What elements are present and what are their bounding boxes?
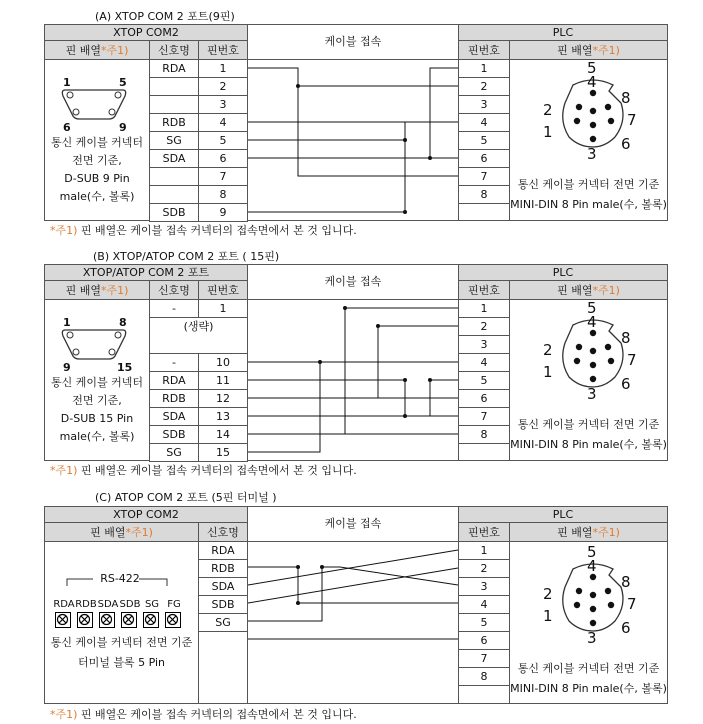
section-a-col-pinno-label: 핀번호 — [207, 44, 239, 57]
dsub9-label-1: 1 — [63, 76, 71, 89]
section-c-right-caption-1: 통신 케이블 커넥터 전면 기준 — [517, 662, 660, 675]
plc-pin-c-1-cell — [458, 541, 510, 560]
mini-din-8-icon-a — [535, 59, 645, 163]
plc-pin-c-6: 6 — [480, 633, 488, 647]
plc-pin-c-1: 1 — [480, 543, 488, 557]
plc-pin-b-6: 6 — [480, 391, 488, 405]
section-c-note-mark: *주1) — [125, 526, 153, 539]
mini-din-pin-label-4: 4 — [587, 313, 597, 331]
section-c-left-caption-1: 통신 케이블 커넥터 전면 기준 — [50, 636, 193, 649]
mini-din-pin-label-3: 3 — [587, 629, 597, 647]
terminal-label-sdb: SDB — [119, 599, 141, 610]
section-a-right-header: PLC — [552, 26, 574, 39]
pin-a-4: 4 — [219, 115, 227, 129]
rs422-label: RS-422 — [100, 572, 140, 585]
terminal-label-sg: SG — [144, 599, 160, 610]
plc-pin-c-7-cell — [458, 649, 510, 668]
pin-a-6: 6 — [219, 151, 227, 165]
section-c-plc-note-mark: *주1) — [592, 526, 620, 539]
section-a-left-header: XTOP COM2 — [113, 26, 179, 39]
pin-b-6: 14 — [216, 427, 230, 441]
mini-din-pin-label-7: 7 — [627, 111, 637, 129]
section-a-col-pinlayout-label: 핀 배열 — [65, 44, 101, 57]
section-a-left-caption-3: D-SUB 9 Pin — [64, 172, 130, 185]
section-a-title: (A) XTOP COM 2 포트(9핀) — [95, 10, 235, 23]
plc-pin-b-8: 8 — [480, 427, 488, 441]
mini-din-pin-label-1: 1 — [543, 363, 553, 381]
plc-pin-c-3: 3 — [480, 579, 488, 593]
terminal-label-rdb: RDB — [75, 599, 97, 610]
mini-din-pin-label-1: 1 — [543, 607, 553, 625]
plc-pin-b-1: 1 — [480, 301, 488, 315]
section-b-right-caption-2: MINI-DIN 8 Pin male(수, 볼록) — [510, 438, 667, 451]
signal-c-5: SG — [215, 615, 231, 629]
plc-pin-b-5: 5 — [480, 373, 488, 387]
plc-pin-c-4-cell — [458, 595, 510, 614]
mini-din-8-icon-b — [535, 299, 645, 403]
dsub9-label-5: 5 — [119, 76, 127, 89]
section-a-left-caption-1: 통신 케이블 커넥터 — [50, 136, 143, 149]
signal-c-2: RDB — [211, 561, 235, 575]
plc-pin-c-4: 4 — [480, 597, 488, 611]
plc-pin-b-3: 3 — [480, 337, 488, 351]
plc-pin-b-2: 2 — [480, 319, 488, 333]
section-c-plc-col-pinno-label: 핀번호 — [468, 526, 500, 539]
section-c-plc-col-pinlayout-label: 핀 배열 — [557, 526, 593, 539]
plc-pin-c-5-cell — [458, 613, 510, 632]
dsub9-label-9: 9 — [119, 121, 127, 134]
signal-a-9: SDB — [162, 205, 186, 219]
mini-din-pin-label-2: 2 — [543, 585, 553, 603]
section-b-left-caption-4: male(수, 볼록) — [59, 430, 135, 443]
section-b-right-header: PLC — [552, 266, 574, 279]
plc-pin-b-4: 4 — [480, 355, 488, 369]
signal-c-1: RDA — [211, 543, 235, 557]
section-b-footnote: *주1) 핀 배열은 케이블 접속 커넥터의 접속면에서 본 것 입니다. — [50, 464, 357, 477]
mini-din-pin-label-7: 7 — [627, 595, 637, 613]
plc-pin-c-5: 5 — [480, 615, 488, 629]
signal-b-7: SG — [166, 445, 182, 459]
signal-b-2: - — [172, 355, 176, 369]
mini-din-pin-label-3: 3 — [587, 145, 597, 163]
plc-pin-b-7: 7 — [480, 409, 488, 423]
section-a-note-mark: *주1) — [100, 44, 129, 57]
plc-pin-a-1: 1 — [480, 61, 488, 75]
plc-pin-c-2-cell — [458, 559, 510, 578]
section-c-right-caption-2: MINI-DIN 8 Pin male(수, 볼록) — [510, 682, 667, 695]
section-a-left-caption-2: 전면 기준, — [72, 154, 122, 167]
terminal-label-rda: RDA — [53, 599, 75, 610]
section-c-left-caption-2: 터미널 블록 5 Pin — [77, 656, 166, 669]
section-b-note-mark: *주1) — [100, 284, 129, 297]
dsub15-label-8: 8 — [119, 316, 127, 329]
plc-pin-c-3-cell — [458, 577, 510, 596]
pin-a-8: 8 — [219, 187, 227, 201]
section-b-title: (B) XTOP/ATOP COM 2 포트 ( 15핀) — [93, 250, 280, 263]
signal-b-3: RDA — [162, 373, 186, 387]
mini-din-pin-label-8: 8 — [621, 89, 631, 107]
plc-pin-c-6-cell — [458, 631, 510, 650]
dsub15-label-9: 9 — [63, 361, 71, 374]
section-b-mid-header: 케이블 접속 — [324, 275, 382, 288]
signal-a-5: SG — [166, 133, 182, 147]
pin-a-2: 2 — [219, 79, 227, 93]
signal-c-4: SDB — [211, 597, 235, 611]
section-b-plc-col-pinno-label: 핀번호 — [468, 284, 500, 297]
section-b-col-signal-label: 신호명 — [158, 284, 190, 297]
section-c-right-header: PLC — [552, 508, 574, 521]
signal-b-6: SDB — [162, 427, 186, 441]
signal-a-4: RDB — [162, 115, 186, 129]
pin-a-5: 5 — [219, 133, 227, 147]
section-b-plc-col-pinlayout-label: 핀 배열 — [557, 284, 593, 297]
plc-pin-c-7: 7 — [480, 651, 488, 665]
mini-din-pin-label-1: 1 — [543, 123, 553, 141]
plc-pin-a-4: 4 — [480, 115, 488, 129]
plc-pin-c-2: 2 — [480, 561, 488, 575]
terminal-label-sda: SDA — [97, 599, 119, 610]
section-a-footnote: *주1) 핀 배열은 케이블 접속 커넥터의 접속면에서 본 것 입니다. — [50, 224, 357, 237]
plc-c-filler — [458, 685, 510, 704]
mini-din-pin-label-5: 5 — [587, 299, 597, 317]
section-b-left-caption-3: D-SUB 15 Pin — [60, 412, 134, 425]
pin-b-1: 1 — [219, 302, 227, 315]
section-c-left-header: XTOP COM2 — [113, 508, 179, 521]
section-a-col-signal-label: 신호명 — [158, 44, 190, 57]
plc-pin-a-7: 7 — [480, 169, 488, 183]
section-a-mid-header: 케이블 접속 — [324, 35, 382, 48]
section-a-right-caption-1: 통신 케이블 커넥터 전면 기준 — [517, 178, 660, 191]
pin-a-9: 9 — [219, 205, 227, 219]
mini-din-pin-label-6: 6 — [621, 375, 631, 393]
section-b-left-caption-1: 통신 케이블 커넥터 — [50, 376, 143, 389]
pin-b-2: 10 — [216, 355, 230, 369]
plc-pin-a-3: 3 — [480, 97, 488, 111]
plc-pin-a-6: 6 — [480, 151, 488, 165]
section-a-plc-note-mark: *주1) — [592, 44, 620, 57]
plc-pin-a-5: 5 — [480, 133, 488, 147]
pin-b-4: 12 — [216, 391, 230, 405]
mini-din-pin-label-3: 3 — [587, 385, 597, 403]
section-c-col-signal-label: 신호명 — [207, 526, 239, 539]
signal-c-3: SDA — [211, 579, 235, 593]
section-b-col-pinlayout-label: 핀 배열 — [65, 284, 101, 297]
mini-din-pin-label-2: 2 — [543, 341, 553, 359]
dsub15-label-15: 15 — [117, 361, 133, 374]
pin-a-7: 7 — [219, 169, 227, 183]
pin-b-7: 15 — [216, 445, 230, 459]
signal-b-4: RDB — [162, 391, 186, 405]
omitted-label: (생략) — [183, 320, 214, 333]
section-c-title: (C) ATOP COM 2 포트 (5핀 터미널 ) — [95, 491, 277, 504]
section-b-left-header: XTOP/ATOP COM 2 포트 — [82, 266, 210, 279]
plc-pin-a-8: 8 — [480, 187, 488, 201]
section-b-col-pinno-label: 핀번호 — [207, 284, 239, 297]
section-b-plc-note-mark: *주1) — [592, 284, 620, 297]
plc-pin-a-2: 2 — [480, 79, 488, 93]
mini-din-pin-label-2: 2 — [543, 101, 553, 119]
signal-a-6: SDA — [162, 151, 186, 165]
signal-b-1: - — [172, 302, 176, 315]
mini-din-pin-label-4: 4 — [587, 557, 597, 575]
section-c-mid-header: 케이블 접속 — [324, 517, 382, 530]
pin-a-3: 3 — [219, 97, 227, 111]
section-a-right-caption-2: MINI-DIN 8 Pin male(수, 볼록) — [510, 198, 667, 211]
section-a-plc-col-pinno-label: 핀번호 — [468, 44, 500, 57]
plc-pin-c-8: 8 — [480, 669, 488, 683]
mini-din-pin-label-8: 8 — [621, 329, 631, 347]
plc-pin-c-8-cell — [458, 667, 510, 686]
mini-din-pin-label-5: 5 — [587, 543, 597, 561]
mini-din-pin-label-5: 5 — [587, 59, 597, 77]
mini-din-8-icon-c — [535, 543, 645, 647]
section-a-left-caption-4: male(수, 볼록) — [59, 190, 135, 203]
mini-din-pin-label-4: 4 — [587, 73, 597, 91]
mini-din-pin-label-7: 7 — [627, 351, 637, 369]
section-b-left-caption-2: 전면 기준, — [72, 394, 122, 407]
signal-b-5: SDA — [162, 409, 186, 423]
section-c-col-pinlayout-label: 핀 배열 — [90, 526, 126, 539]
pin-a-1: 1 — [219, 61, 227, 75]
section-a-plc-col-pinlayout-label: 핀 배열 — [557, 44, 593, 57]
pin-b-5: 13 — [216, 409, 230, 423]
pin-b-3: 11 — [216, 373, 230, 387]
mini-din-pin-label-8: 8 — [621, 573, 631, 591]
section-c-footnote: *주1) 핀 배열은 케이블 접속 커넥터의 접속면에서 본 것 입니다. — [50, 708, 357, 721]
signal-a-1: RDA — [162, 61, 186, 75]
dsub15-label-1: 1 — [63, 316, 71, 329]
mini-din-pin-label-6: 6 — [621, 619, 631, 637]
mini-din-pin-label-6: 6 — [621, 135, 631, 153]
terminal-label-fg: FG — [167, 599, 181, 610]
dsub9-label-6: 6 — [63, 121, 71, 134]
section-b-right-caption-1: 통신 케이블 커넥터 전면 기준 — [517, 418, 660, 431]
